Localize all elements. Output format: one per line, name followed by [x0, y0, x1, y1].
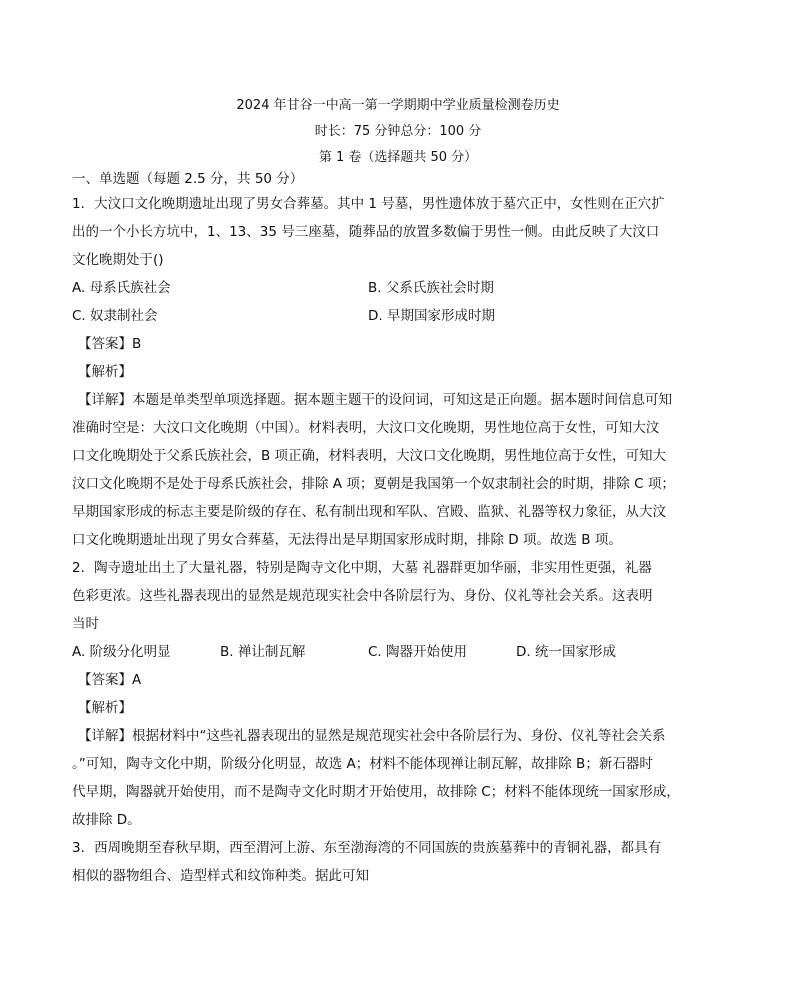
q3-stem-line: 相似的器物组合、造型样式和纹饰种类。据此可知: [72, 868, 369, 884]
q2-stem-line: 2．陶寺遗址出土了大量礼器，特别是陶寺文化中期，大墓 礼器群更加华丽，非实用性更强，礼器: [72, 560, 652, 576]
q1-stem-line: 出的一个小长方坑中，1、13、35 号三座墓，随葬品的放置多数偏于男性一侧。由此反映了大汶口: [72, 224, 660, 240]
q1-detail-line: 【详解】本题是单类型单项选择题。据本题主题干的设问词，可知这是正向题。据本题时间信息可知: [78, 392, 672, 408]
q2-detail-line: 。”可知，陶寺文化中期，阶级分化明显，故选 A；材料不能体现禅让制瓦解，故排除 B；新石器时: [72, 756, 653, 772]
q2-options-row: [72, 638, 724, 666]
q1-detail-line: 汶口文化晚期不是处于母系氏族社会，排除 A 项；夏朝是我国第一个奴隶制社会的时期，排除 C 项；: [72, 476, 675, 492]
q1-stem-line: 文化晚期处于(): [72, 252, 164, 268]
q1-option-b: B. 父系氏族社会时期: [368, 280, 494, 296]
q1-option-a: A. 母系氏族社会: [72, 280, 171, 296]
q2-detail-line: 故排除 D。: [72, 812, 141, 828]
section-heading: 一、单选题（每题 2.5 分，共 50 分）: [72, 171, 304, 187]
exam-title: 2024 年甘谷一中高一第一学期期中学业质量检测卷历史: [236, 98, 560, 113]
question-2: [72, 554, 724, 834]
q2-option-b: B. 禅让制瓦解: [220, 644, 306, 660]
q1-options-row: [72, 274, 724, 302]
question-1: [72, 190, 724, 554]
q1-analysis: 【解析】: [78, 364, 132, 380]
q1-option-c: C. 奴隶制社会: [72, 308, 158, 324]
q1-options-row: [72, 302, 724, 330]
q1-detail-line: 早期国家形成的标志主要是阶级的存在、私有制出现和军队、宫殿、监狱、礼器等权力象征，从大汶: [72, 504, 666, 520]
q1-detail-line: 口文化晚期遗址出现了男女合葬墓，无法得出是早期国家形成时期，排除 D 项。故选 B 项。: [72, 532, 622, 548]
question-3: [72, 834, 724, 890]
q2-option-d: D. 统一国家形成: [516, 644, 616, 660]
q2-answer: 【答案】A: [78, 672, 142, 688]
q2-option-a: A. 阶级分化明显: [72, 644, 171, 660]
q1-detail-line: 准确时空是：大汶口文化晚期（中国）。材料表明，大汶口文化晚期，男性地位高于女性，可知大汶: [72, 420, 660, 436]
exam-meta: 时长：75 分钟总分：100 分: [314, 124, 482, 139]
q1-stem-line: 1．大汶口文化晚期遗址出现了男女合葬墓。其中 1 号墓，男性遗体放于墓穴正中，女性则在正穴扩: [72, 196, 665, 212]
q1-option-d: D. 早期国家形成时期: [368, 308, 495, 324]
q1-answer: 【答案】B: [78, 336, 142, 352]
document-page: [72, 96, 724, 890]
q2-detail-line: 【详解】根据材料中“这些礼器表现出的显然是规范现实社会中各阶层行为、身份、仪礼等社会关系: [78, 728, 666, 744]
exam-part: 第 1 卷（选择题共 50 分）: [318, 150, 478, 165]
q2-analysis: 【解析】: [78, 700, 132, 716]
q2-detail-line: 代早期，陶器就开始使用，而不是陶寺文化时期才开始使用，故排除 C；材料不能体现统一国家形成，: [72, 784, 680, 800]
q2-stem-line: 当时: [72, 616, 99, 632]
q3-stem-line: 3．西周晚期至春秋早期，西至渭河上游、东至渤海湾的不同国族的贵族墓葬中的青铜礼器，都具有: [72, 840, 662, 856]
q2-option-c: C. 陶器开始使用: [368, 644, 468, 660]
q2-stem-line: 色彩更浓。这些礼器表现出的显然是规范现实社会中各阶层行为、身份、仪礼等社会关系。这表明: [72, 588, 653, 604]
q1-detail-line: 口文化晚期处于父系氏族社会，B 项正确，材料表明，大汶口文化晚期，男性地位高于女性，可知大: [72, 448, 667, 464]
